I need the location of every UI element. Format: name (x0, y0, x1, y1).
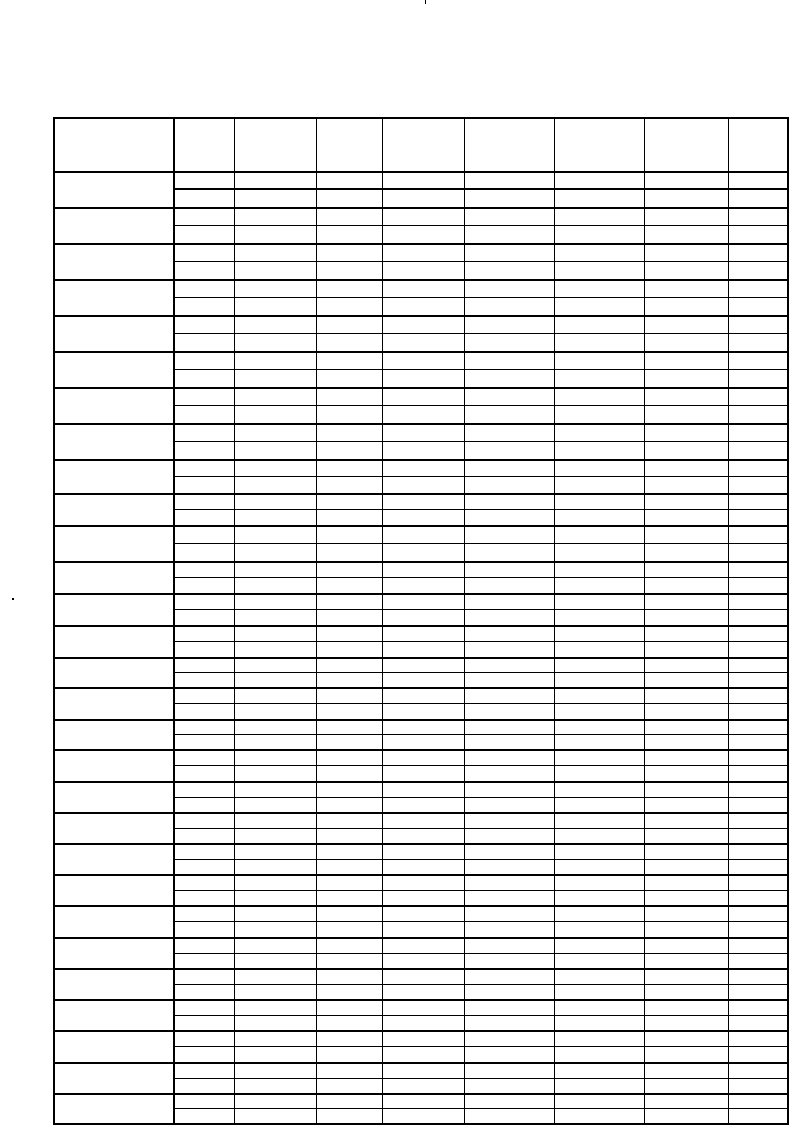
row-group-rule (55, 843, 787, 845)
row-group-rule (55, 1093, 787, 1095)
column-rule-6 (554, 119, 555, 1123)
row-group-rule (55, 749, 787, 751)
row-sub-rule (173, 333, 787, 334)
column-rule-8 (728, 119, 729, 1123)
row-sub-rule (173, 641, 787, 642)
row-sub-rule (173, 984, 787, 985)
row-group-rule (55, 525, 787, 527)
row-group-rule (55, 493, 787, 495)
row-group-rule (55, 625, 787, 627)
column-rule-5 (464, 119, 465, 1123)
row-sub-rule (173, 189, 787, 190)
row-sub-rule (173, 734, 787, 735)
column-rule-7 (644, 119, 645, 1123)
blank-form-table (53, 117, 789, 1125)
row-sub-rule (173, 765, 787, 766)
row-sub-rule (173, 828, 787, 829)
row-group-rule (55, 279, 787, 281)
row-group-rule (55, 812, 787, 814)
row-group-rule (55, 561, 787, 563)
row-group-rule (55, 905, 787, 907)
row-sub-rule (173, 1046, 787, 1047)
row-sub-rule (173, 261, 787, 262)
row-group-rule (55, 207, 787, 209)
row-group-rule (55, 687, 787, 689)
column-rule-1 (173, 119, 175, 1123)
row-group-rule (55, 657, 787, 659)
row-group-rule (55, 351, 787, 353)
row-group-rule (55, 459, 787, 461)
column-rule-2 (234, 119, 235, 1123)
row-sub-rule (173, 509, 787, 510)
row-group-rule (55, 315, 787, 317)
row-group-rule (55, 423, 787, 425)
header-bottom-sub-rule (173, 188, 787, 189)
page-side-tick-mark (12, 598, 14, 600)
row-group-rule (55, 719, 787, 721)
row-group-rule (55, 937, 787, 939)
row-group-rule (55, 243, 787, 245)
row-sub-rule (173, 225, 787, 226)
row-sub-rule (173, 405, 787, 406)
row-sub-rule (173, 476, 787, 477)
row-sub-rule (173, 369, 787, 370)
row-sub-rule (173, 890, 787, 891)
row-group-rule (55, 1062, 787, 1064)
row-sub-rule (173, 297, 787, 298)
row-group-rule (55, 387, 787, 389)
column-rule-3 (316, 119, 317, 1123)
row-sub-rule (173, 703, 787, 704)
row-sub-rule (173, 1015, 787, 1016)
row-sub-rule (173, 441, 787, 442)
row-group-rule (55, 874, 787, 876)
row-sub-rule (173, 921, 787, 922)
row-sub-rule (173, 859, 787, 860)
row-group-rule (55, 781, 787, 783)
row-group-rule (55, 999, 787, 1001)
row-sub-rule (173, 672, 787, 673)
column-rule-4 (382, 119, 383, 1123)
row-sub-rule (173, 1108, 787, 1109)
row-sub-rule (173, 1078, 787, 1079)
row-sub-rule (173, 577, 787, 578)
page-top-tick-mark (425, 0, 426, 4)
row-group-rule (55, 1030, 787, 1032)
row-sub-rule (173, 953, 787, 954)
row-group-rule (55, 593, 787, 595)
row-sub-rule (173, 797, 787, 798)
header-divider (55, 171, 787, 173)
row-sub-rule (173, 543, 787, 544)
row-group-rule (55, 968, 787, 970)
row-sub-rule (173, 609, 787, 610)
